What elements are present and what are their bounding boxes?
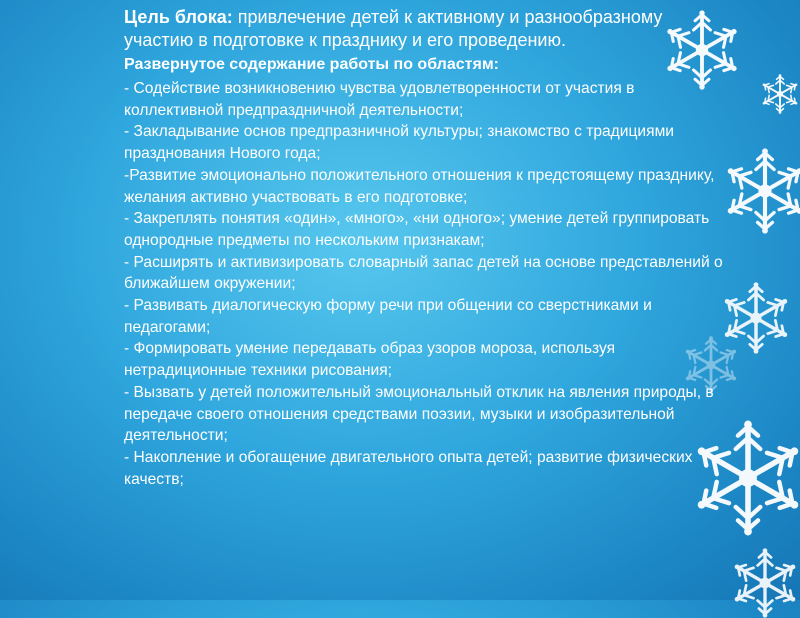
list-item: - Закреплять понятия «один», «много», «ни одного»; умение детей группировать однородные предметы по нескольким признакам; [124,210,710,249]
list-item: - Формировать умение передавать образ узоров мороза, используя нетрадиционные техники рисования; [124,340,616,380]
areas-list [124,78,724,490]
section-heading: Развернутое содержание работы по областям: [124,56,499,73]
list-item: - Расширять и активизировать словарный запас детей на основе представлений о ближайшем окружении; [124,253,723,293]
snowflake-icon [722,148,800,234]
list-item: - Накопление и обогащение двигательного опыта детей; развитие физических качеств; [124,448,693,488]
list-item: -Развитие эмоционально положительного отношения к предстоящему празднику, желания активно участвовать в его подготовке; [124,166,715,206]
snowflake-icon [760,74,800,114]
list-item: - Вызвать у детей положительный эмоциональный отклик на явления природы, в передаче своего отношения средствами поэзии, музыки и изобразительной деятельности; [124,383,714,445]
list-item: - Закладывание основ предпразничной культуры; знакомство с традициями празднования Нового года; [124,123,675,163]
goal-paragraph [124,6,724,52]
snowflake-icon [730,548,800,618]
goal-label: Цель блока: [124,7,233,27]
goal-text: привлечение детей к активному и разнообразному участию в подготовке к празднику и его проведению. [124,7,663,50]
slide-content [124,6,724,490]
list-item: - Содействие возникновению чувства удовлетворенности от участия в коллективной предпраздничной деятельности; [124,80,635,119]
list-item: - Развивать диалогическую форму речи при общении со сверстниками и педагогами; [124,297,652,336]
